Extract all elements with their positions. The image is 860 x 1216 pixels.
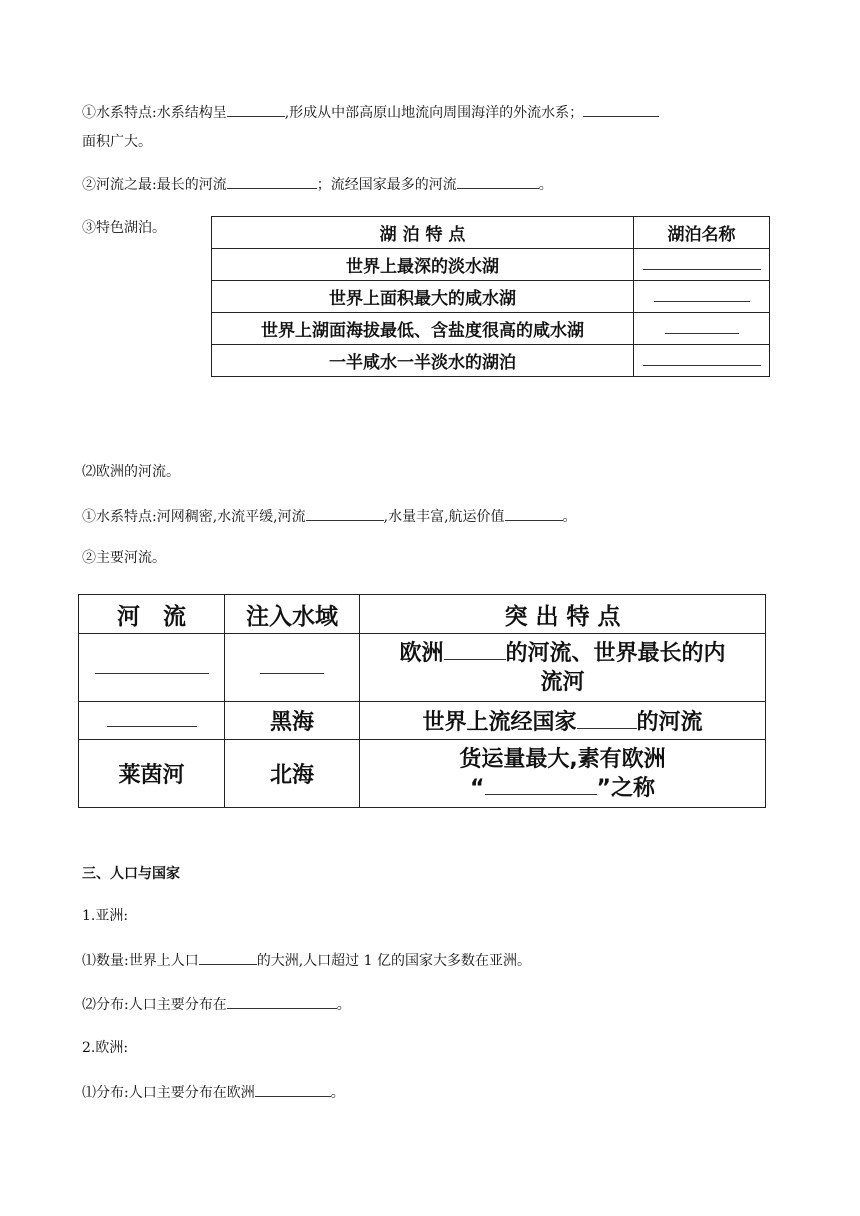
asia-distribution-line: ⑵分布:人口主要分布在 。 <box>82 994 351 1015</box>
sea-cell: 北海 <box>225 740 360 808</box>
answer-blank[interactable] <box>255 1082 331 1097</box>
answer-blank[interactable] <box>227 102 285 117</box>
river-cell: 莱茵河 <box>79 740 225 808</box>
river-table-header <box>79 595 766 634</box>
europe-distribution-line: ⑴分布:人口主要分布在欧洲 。 <box>82 1082 345 1103</box>
answer-blank[interactable] <box>505 506 563 521</box>
answer-blank[interactable] <box>444 639 506 660</box>
answer-blank[interactable] <box>654 287 750 302</box>
river-cell <box>79 702 225 740</box>
water-features-line2: 面积广大。 <box>82 134 152 150</box>
answer-blank[interactable] <box>306 506 384 521</box>
asia-quantity-line: ⑴数量:世界上人口 的大洲,人口超过 1 亿的国家大多数在亚洲。 <box>82 950 531 971</box>
answer-blank[interactable] <box>95 659 209 674</box>
feature-cell: 欧洲 的河流、世界最长的内 流河 <box>360 634 766 702</box>
table-row <box>212 249 770 281</box>
answer-blank[interactable] <box>485 774 597 795</box>
lake-table-header <box>212 217 770 249</box>
sea-cell <box>225 634 360 702</box>
lake-feature-cell: 世界上湖面海拔最低、含盐度很高的咸水湖 <box>212 313 634 345</box>
river-cell <box>79 634 225 702</box>
feature-cell: 世界上流经国家 的河流 <box>360 702 766 740</box>
table-row <box>79 702 766 740</box>
answer-blank[interactable] <box>227 174 317 189</box>
table-row <box>79 740 766 808</box>
lake-name-header: 湖泊名称 <box>634 217 770 249</box>
europe-features-line: ①水系特点:河网稠密,水流平缓,河流 ,水量丰富,航运价值 。 <box>82 506 577 527</box>
lake-name-cell <box>634 281 770 313</box>
water-features-line: ①水系特点:水系结构呈 ,形成从中部高原山地流向周围海洋的外流水系； <box>82 102 659 123</box>
lakes-label: ③特色湖泊。 <box>82 220 166 236</box>
table-row <box>212 345 770 377</box>
answer-blank[interactable] <box>199 950 257 965</box>
answer-blank[interactable] <box>227 994 337 1009</box>
answer-blank[interactable] <box>583 102 659 117</box>
feature-header: 突 出 特 点 <box>360 595 766 634</box>
river-table <box>78 594 766 808</box>
table-row <box>212 313 770 345</box>
answer-blank[interactable] <box>643 255 761 270</box>
river-records-line: ②河流之最:最长的河流 ；流经国家最多的河流 。 <box>82 174 553 195</box>
lake-feature-cell: 世界上面积最大的咸水湖 <box>212 281 634 313</box>
answer-blank[interactable] <box>577 708 637 729</box>
sea-cell: 黑海 <box>225 702 360 740</box>
answer-blank[interactable] <box>260 659 324 674</box>
feature-cell: 货运量最大,素有欧洲 “ ”之称 <box>360 740 766 808</box>
river-header: 河 流 <box>79 595 225 634</box>
lake-feature-header: 湖 泊 特 点 <box>212 217 634 249</box>
lake-name-cell <box>634 313 770 345</box>
table-row <box>79 634 766 702</box>
section-title: 三、人口与国家 <box>82 866 180 882</box>
sea-header: 注入水域 <box>225 595 360 634</box>
lake-name-cell <box>634 249 770 281</box>
table-row <box>212 281 770 313</box>
main-rivers-label: ②主要河流。 <box>82 550 166 566</box>
europe-heading: 2.欧洲: <box>82 1040 129 1056</box>
answer-blank[interactable] <box>457 174 539 189</box>
europe-rivers-heading: ⑵欧洲的河流。 <box>82 464 180 480</box>
lake-name-cell <box>634 345 770 377</box>
answer-blank[interactable] <box>665 319 739 334</box>
answer-blank[interactable] <box>643 351 761 366</box>
asia-heading: 1.亚洲: <box>82 908 129 924</box>
lake-table <box>211 216 770 377</box>
answer-blank[interactable] <box>107 712 197 727</box>
lake-feature-cell: 一半咸水一半淡水的湖泊 <box>212 345 634 377</box>
lake-feature-cell: 世界上最深的淡水湖 <box>212 249 634 281</box>
